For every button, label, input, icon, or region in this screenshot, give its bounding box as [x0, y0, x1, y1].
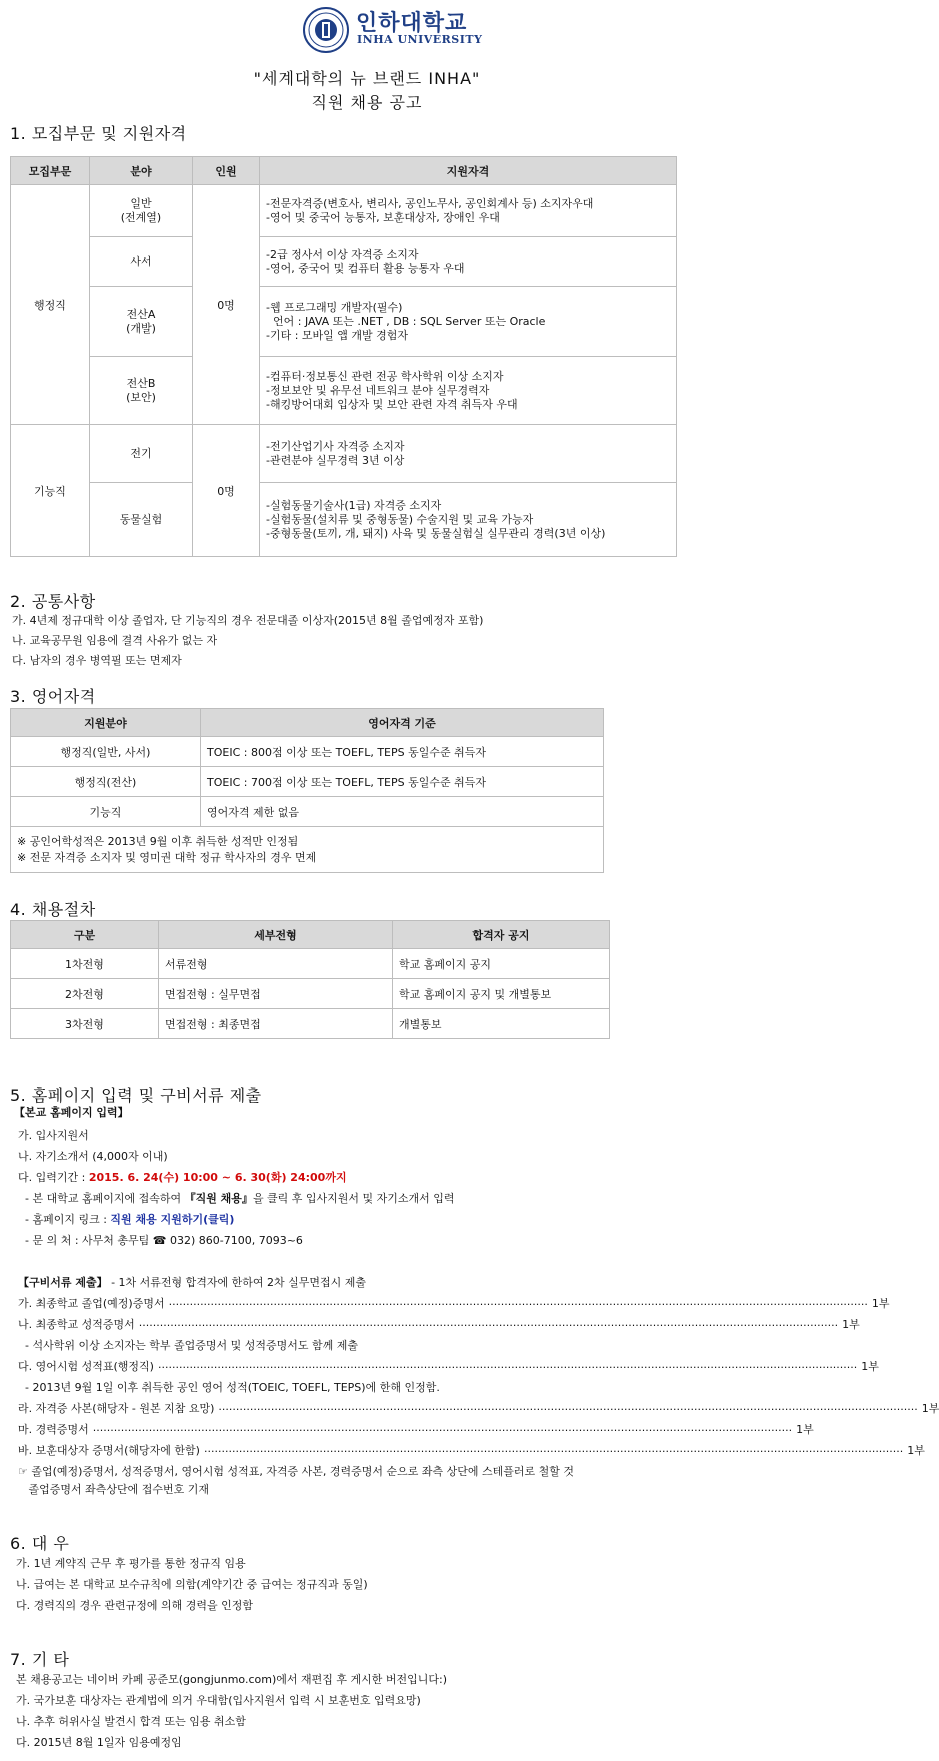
- field-cell: 사서: [90, 237, 193, 287]
- list-item: 다. 경력직의 경우 관련규정에 의해 경력을 인정함: [16, 1599, 253, 1612]
- column-header: 분야: [90, 157, 193, 185]
- table-row: [11, 979, 610, 1009]
- table-cell: 3차전형: [11, 1009, 159, 1039]
- qualification-item: -영어 및 중국어 능통자, 보훈대상자, 장애인 우대: [266, 210, 500, 224]
- document-item: [18, 1442, 925, 1463]
- dot-leader: ........................................................................................................................................................................................................: [168, 1295, 868, 1308]
- application-period: [18, 1169, 347, 1185]
- table-row: [11, 827, 604, 873]
- division-cell: 기능직: [11, 425, 90, 557]
- table-header-row: [11, 921, 610, 949]
- table-cell: 서류전형: [159, 949, 393, 979]
- menu-name: 『직원 채용』: [184, 1192, 253, 1205]
- dot-leader: ........................................................................................................................................................................................................: [92, 1421, 793, 1434]
- list-item: 나. 자기소개서 (4,000자 이내): [18, 1150, 168, 1163]
- qualification-item: -영어, 중국어 및 컴퓨터 활용 능통자 우대: [266, 261, 465, 275]
- document-item: [18, 1421, 814, 1442]
- table-cell: TOEIC : 800점 이상 또는 TOEFL, TEPS 동일수준 취득자: [201, 737, 604, 767]
- table-note: ※ 전문 자격증 소지자 및 영미권 대학 정규 학사자의 경우 면제: [17, 850, 317, 864]
- howto-line: [18, 1190, 455, 1206]
- documents-title: 【구비서류 제출】: [18, 1276, 108, 1289]
- document-note-text: - 2013년 9월 1일 이후 취득한 공인 영어 성적(TOEIC, TOEFL, TEPS)에 한해 인정함.: [18, 1381, 440, 1394]
- list-item: 가. 4년제 정규대학 이상 졸업자, 단 기능직의 경우 전문대졸 이상자(2015년 8월 졸업예정자 포함): [12, 614, 484, 627]
- table-row: [11, 287, 677, 357]
- link-prefix: - 홈페이지 링크 :: [18, 1213, 111, 1226]
- document-label: 나. 최종학교 성적증명서: [18, 1318, 135, 1331]
- document-item: [18, 1295, 890, 1316]
- apply-link[interactable]: 직원 채용 지원하기(클릭): [110, 1213, 235, 1226]
- dot-leader: ........................................................................................................................................................................................................: [157, 1358, 858, 1371]
- document-item: [18, 1358, 879, 1379]
- table-cell: 영어자격 제한 없음: [201, 797, 604, 827]
- column-header: 구분: [11, 921, 159, 949]
- qualifications-cell: [260, 357, 677, 425]
- qualification-item: -실험동물기술사(1급) 자격증 소지자: [266, 498, 442, 512]
- headcount-cell: 0명: [193, 425, 260, 557]
- document-label: 가. 최종학교 졸업(예정)증명서: [18, 1297, 165, 1310]
- table-row: [11, 949, 610, 979]
- document-label: 바. 보훈대상자 증명서(해당자에 한함): [18, 1444, 200, 1457]
- headcount-cell: 0명: [193, 185, 260, 425]
- process-table: [10, 920, 610, 1039]
- filing-note: 졸업증명서 좌측상단에 접수번호 기재: [18, 1483, 209, 1496]
- table-cell: 학교 홈페이지 공지 및 개별통보: [393, 979, 610, 1009]
- document-label: 다. 영어시험 성적표(행정직): [18, 1360, 154, 1373]
- university-name-en: INHA UNIVERSITY: [357, 33, 483, 46]
- division-cell: 행정직: [11, 185, 90, 425]
- qualification-item: -관련분야 실무경력 3년 이상: [266, 453, 405, 467]
- document-item: [18, 1400, 939, 1421]
- column-header: 합격자 공지: [393, 921, 610, 949]
- table-row: [11, 737, 604, 767]
- document-quantity: 1부: [921, 1402, 939, 1415]
- document-quantity: 1부: [907, 1444, 925, 1457]
- document-note: [18, 1337, 688, 1358]
- list-item: 나. 추후 허위사실 발견시 합격 또는 임용 취소함: [16, 1715, 246, 1728]
- document-quantity: 1부: [861, 1360, 879, 1373]
- dot-leader: ........................................................................................................................................................................................................: [203, 1442, 904, 1455]
- table-cell: 면접전형 : 실무면접: [159, 979, 393, 1009]
- document-label: 라. 자격증 사본(해당자 - 원본 지참 요망): [18, 1402, 215, 1415]
- table-cell: 행정직(전산): [11, 767, 201, 797]
- column-header: 지원분야: [11, 709, 201, 737]
- document-quantity: 1부: [842, 1318, 860, 1331]
- column-header: 모집부문: [11, 157, 90, 185]
- section-heading: 2. 공통사항: [10, 592, 96, 611]
- qualification-item: -정보보안 및 유무선 네트워크 분야 실무경력자: [266, 383, 490, 397]
- section-heading: 1. 모집부문 및 지원자격: [10, 124, 187, 143]
- document-note: [18, 1379, 688, 1400]
- university-name-ko: 인하대학교: [356, 11, 468, 36]
- column-header: 지원자격: [260, 157, 677, 185]
- table-row: [11, 357, 677, 425]
- table-cell: 행정직(일반, 사서): [11, 737, 201, 767]
- table-cell: 학교 홈페이지 공지: [393, 949, 610, 979]
- table-cell: TOEIC : 700점 이상 또는 TOEFL, TEPS 동일수준 취득자: [201, 767, 604, 797]
- column-header: 세부전형: [159, 921, 393, 949]
- qualifications-cell: [260, 287, 677, 357]
- document-list: [18, 1295, 939, 1463]
- column-header: 인원: [193, 157, 260, 185]
- table-header-row: [11, 709, 604, 737]
- table-row: [11, 425, 677, 483]
- period-value: 2015. 6. 24(수) 10:00 ~ 6. 30(화) 24:00까지: [88, 1171, 347, 1184]
- howto-suffix: 을 클릭 후 입사지원서 및 자기소개서 입력: [252, 1192, 455, 1205]
- table-cell: 개별통보: [393, 1009, 610, 1039]
- table-note: ※ 공인어학성적은 2013년 9월 이후 취득한 성적만 인정됨: [17, 834, 299, 848]
- column-header: 영어자격 기준: [201, 709, 604, 737]
- section-heading: 5. 홈페이지 입력 및 구비서류 제출: [10, 1086, 262, 1105]
- qualification-item: 언어 : JAVA 또는 .NET , DB : SQL Server 또는 Oracle: [266, 314, 546, 328]
- table-cell: 기능직: [11, 797, 201, 827]
- dot-leader: ........................................................................................................................................................................................................: [218, 1400, 918, 1413]
- qualification-item: -중형동물(토끼, 개, 돼지) 사육 및 동물실험실 실무관리 경력(3년 이상): [266, 526, 606, 540]
- qualification-item: -컴퓨터·정보통신 관련 전공 학사학위 이상 소지자: [266, 369, 504, 383]
- document-note-text: - 석사학위 이상 소지자는 학부 졸업증명서 및 성적증명서도 함께 제출: [18, 1339, 358, 1352]
- document-label: 마. 경력증명서: [18, 1423, 89, 1436]
- table-header-row: [11, 157, 677, 185]
- field-cell: 일반 (전계열): [90, 185, 193, 237]
- list-item: 가. 국가보훈 대상자는 관계법에 의거 우대함(입사지원서 입력 시 보훈번호 입력요망): [16, 1694, 421, 1707]
- notice-slogan: "세계대학의 뉴 브랜드 INHA": [253, 69, 481, 88]
- qualification-item: -해킹방어대회 입상자 및 보안 관련 자격 취득자 우대: [266, 397, 518, 411]
- table-row: [11, 185, 677, 237]
- table-row: [11, 237, 677, 287]
- document-item: [18, 1316, 860, 1337]
- section-heading: 6. 대 우: [10, 1534, 70, 1553]
- list-item: 가. 1년 계약직 근무 후 평가를 통한 정규직 임용: [16, 1557, 246, 1570]
- table-row: [11, 797, 604, 827]
- homepage-link-line: [18, 1211, 234, 1227]
- list-item: 본 채용공고는 네이버 카페 공준모(gongjunmo.com)에서 재편집 후 게시한 버전입니다:): [16, 1673, 447, 1686]
- qualification-item: -기타 : 모바일 앱 개발 경험자: [266, 328, 409, 342]
- field-cell: 전기: [90, 425, 193, 483]
- list-item: 나. 급여는 본 대학교 보수규칙에 의함(계약기간 중 급여는 정규직과 동일): [16, 1578, 368, 1591]
- qualifications-cell: [260, 237, 677, 287]
- qualifications-cell: [260, 425, 677, 483]
- documents-subtitle: - 1차 서류전형 합격자에 한하여 2차 실무면접시 제출: [107, 1276, 367, 1289]
- qualification-item: -전문자격증(변호사, 변리사, 공인노무사, 공인회계사 등) 소지자우대: [266, 196, 594, 210]
- notice-title: 직원 채용 공고: [311, 93, 423, 112]
- recruitment-table: [10, 156, 677, 557]
- field-cell: 동물실험: [90, 483, 193, 557]
- list-item: 다. 2015년 8월 1일자 임용예정임: [16, 1736, 182, 1749]
- documents-title-line: [18, 1274, 366, 1290]
- qualification-item: -전기산업기사 자격증 소지자: [266, 439, 405, 453]
- period-label: 다. 입력기간 :: [18, 1171, 89, 1184]
- section-heading: 7. 기 타: [10, 1650, 70, 1669]
- section-heading: 4. 채용절차: [10, 900, 96, 919]
- list-item: 다. 남자의 경우 병역필 또는 면제자: [12, 654, 182, 667]
- howto-prefix: - 본 대학교 홈페이지에 접속하여: [18, 1192, 185, 1205]
- document-quantity: 1부: [871, 1297, 890, 1310]
- contact-line: - 문 의 처 : 사무처 총무팀 ☎ 032) 860-7100, 7093~6: [18, 1234, 303, 1247]
- table-row: [11, 1009, 610, 1039]
- qualification-item: -웹 프로그래밍 개발자(필수): [266, 300, 403, 314]
- qualifications-cell: [260, 185, 677, 237]
- online-submission-title: 【본교 홈페이지 입력】: [14, 1106, 129, 1119]
- qualification-item: -실험동물(설치류 및 중형동물) 수술지원 및 교육 가능자: [266, 512, 534, 526]
- list-item: 나. 교육공무원 임용에 결격 사유가 없는 자: [12, 634, 218, 647]
- field-cell: 전산A (개발): [90, 287, 193, 357]
- filing-note: ☞ 졸업(예정)증명서, 성적증명서, 영어시험 성적표, 자격증 사본, 경력증명서 순으로 좌측 상단에 스테플러로 철할 것: [18, 1465, 575, 1478]
- section-heading: 3. 영어자격: [10, 687, 96, 706]
- table-cell: 면접전형 : 최종면접: [159, 1009, 393, 1039]
- english-table: [10, 708, 604, 873]
- field-cell: 전산B (보안): [90, 357, 193, 425]
- qualification-item: -2급 정사서 이상 자격증 소지자: [266, 247, 419, 261]
- dot-leader: ........................................................................................................................................................................................................: [138, 1316, 839, 1329]
- document-quantity: 1부: [796, 1423, 814, 1436]
- list-item: 가. 입사지원서: [18, 1129, 89, 1142]
- table-cell: 1차전형: [11, 949, 159, 979]
- qualifications-cell: [260, 483, 677, 557]
- university-seal-icon: [302, 6, 350, 54]
- table-row: [11, 483, 677, 557]
- table-row: [11, 767, 604, 797]
- table-cell: 2차전형: [11, 979, 159, 1009]
